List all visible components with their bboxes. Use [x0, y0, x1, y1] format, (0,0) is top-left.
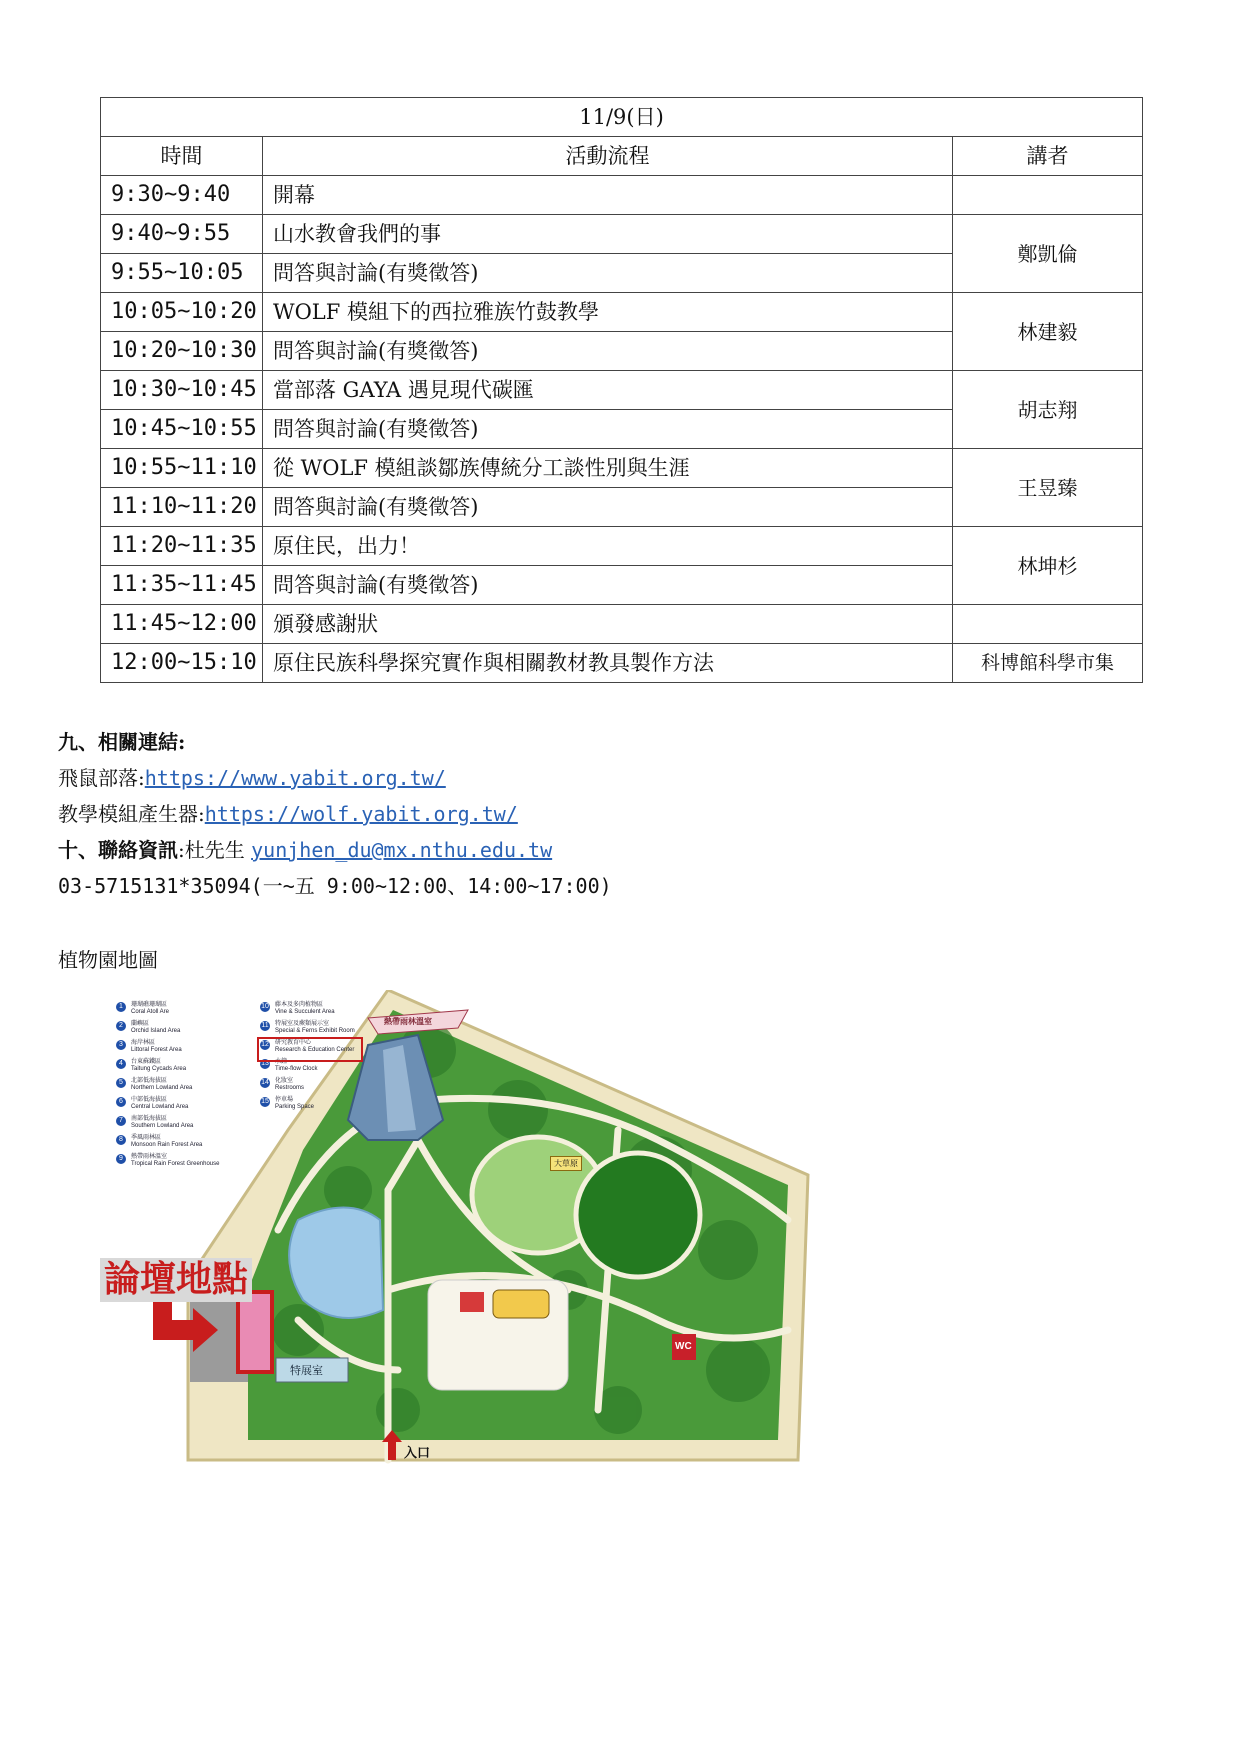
row-speaker: 王昱臻: [953, 449, 1143, 527]
special-room-label: 特展室: [290, 1364, 323, 1377]
row-time: 9:30~9:40: [101, 176, 263, 215]
schedule-table: [100, 97, 1143, 683]
links-heading: 九、相關連結:: [58, 730, 186, 754]
yabit-link[interactable]: https://www.yabit.org.tw/: [144, 766, 446, 790]
header-activity: 活動流程: [263, 137, 953, 176]
contact-name: :杜先生: [178, 838, 245, 862]
contact-phone: 03-5715131*35094(一~五 9:00~12:00、14:00~17:00): [58, 874, 612, 898]
row-time: 12:00~15:10: [101, 644, 263, 683]
contact-row: [58, 840, 552, 860]
garden-map: [98, 990, 810, 1470]
meadow-label: 大草原: [550, 1156, 582, 1171]
row-time: 9:40~9:55: [101, 215, 263, 254]
contact-email-link[interactable]: yunjhen_du@mx.nthu.edu.tw: [251, 838, 553, 862]
row-time: 11:10~11:20: [101, 488, 263, 527]
row-activity: 問答與討論(有獎徵答): [263, 254, 953, 293]
contact-heading: 十、聯絡資訊: [58, 838, 178, 862]
row-activity: 原住民，出力！: [263, 527, 953, 566]
link-row-wolf: [58, 804, 518, 824]
legend-item: 9 熱帶雨林溫室 Tropical Rain Forest Greenhouse: [116, 1154, 220, 1173]
header-time: 時間: [101, 137, 263, 176]
row-activity: 問答與討論(有獎徵答): [263, 566, 953, 605]
row-activity: 山水教會我們的事: [263, 215, 953, 254]
legend-item: 4 台東蘇鐵區 Taitung Cycads Area: [116, 1059, 220, 1078]
legend-item: 7 南部低海拔區 Southern Lowland Area: [116, 1116, 220, 1135]
circular-forest: [576, 1153, 700, 1277]
row-activity: 原住民族科學探究實作與相關教材教具製作方法: [263, 644, 953, 683]
forum-label: 論壇地點: [100, 1258, 252, 1302]
legend-item: 8 季風雨林區 Monsoon Rain Forest Area: [116, 1135, 220, 1154]
wolf-link[interactable]: https://wolf.yabit.org.tw/: [204, 802, 518, 826]
legend-item: 1 珊瑚礁珊瑚區 Coral Atoll Are: [116, 1002, 220, 1021]
legend-item: 2 蘭嶼區 Orchid Island Area: [116, 1021, 220, 1040]
bus-icon: [493, 1290, 549, 1318]
map-caption: 植物園地圖: [58, 948, 158, 972]
legend-item: 14 化妝室 Restrooms: [261, 1078, 305, 1091]
legend-item: 6 中部低海拔區 Central Lowland Area: [116, 1097, 220, 1116]
row-activity: WOLF 模組下的西拉雅族竹鼓教學: [263, 293, 953, 332]
row-time: 10:05~10:20: [101, 293, 263, 332]
row-speaker: 鄭凱倫: [953, 215, 1143, 293]
legend-item: 15 停車場 Parking Space: [261, 1097, 315, 1110]
row-speaker-empty: [953, 176, 1143, 215]
row-time: 11:20~11:35: [101, 527, 263, 566]
parking-sign-icon: [460, 1292, 484, 1312]
wc-label: WC: [675, 1341, 692, 1352]
row-activity: 問答與討論(有獎徵答): [263, 488, 953, 527]
row-activity: 從 WOLF 模組談鄒族傳統分工談性別與生涯: [263, 449, 953, 488]
legend-item: 13 水鐘 Time-flow Clock: [261, 1059, 318, 1072]
row-speaker-empty: [953, 605, 1143, 644]
header-speaker: 講者: [953, 137, 1143, 176]
schedule-date: 11/9(日): [101, 98, 1143, 137]
forum-location-marker: [238, 1292, 272, 1372]
legend-right: [260, 1002, 360, 1116]
row-speaker: 科博館科學市集: [953, 644, 1143, 683]
row-time: 10:20~10:30: [101, 332, 263, 371]
legend-item: 3 海岸林區 Littoral Forest Area: [116, 1040, 220, 1059]
row-time: 11:35~11:45: [101, 566, 263, 605]
legend-item: 11 特展室及蕨類展示室 Special & Ferns Exhibit Room: [261, 1021, 355, 1034]
wolf-label: 教學模組產生器:: [58, 802, 205, 826]
row-activity: 問答與討論(有獎徵答): [263, 332, 953, 371]
row-activity: 開幕: [263, 176, 953, 215]
legend-item: 5 北部低海拔區 Northern Lowland Area: [116, 1078, 220, 1097]
row-time: 10:45~10:55: [101, 410, 263, 449]
row-activity: 問答與討論(有獎徵答): [263, 410, 953, 449]
row-time: 10:55~11:10: [101, 449, 263, 488]
row-speaker: 胡志翔: [953, 371, 1143, 449]
legend-item-highlighted: 12 研究教育中心 Research & Education Center: [260, 1040, 360, 1059]
row-speaker: 林坤杉: [953, 527, 1143, 605]
entrance-label: 入口: [404, 1446, 431, 1461]
row-time: 11:45~12:00: [101, 605, 263, 644]
legend-item: 10 藤本及多肉植物區 Vine & Succulent Area: [261, 1002, 335, 1015]
row-speaker: 林建毅: [953, 293, 1143, 371]
row-time: 10:30~10:45: [101, 371, 263, 410]
row-activity: 當部落 GAYA 遇見現代碳匯: [263, 371, 953, 410]
legend-left: [116, 1002, 220, 1173]
row-time: 9:55~10:05: [101, 254, 263, 293]
greenhouse-label: 熱帶雨林溫室: [384, 1017, 432, 1026]
yabit-label: 飛鼠部落:: [58, 766, 145, 790]
row-activity: 頒發感謝狀: [263, 605, 953, 644]
pond: [289, 1208, 383, 1319]
link-row-yabit: [58, 768, 446, 788]
